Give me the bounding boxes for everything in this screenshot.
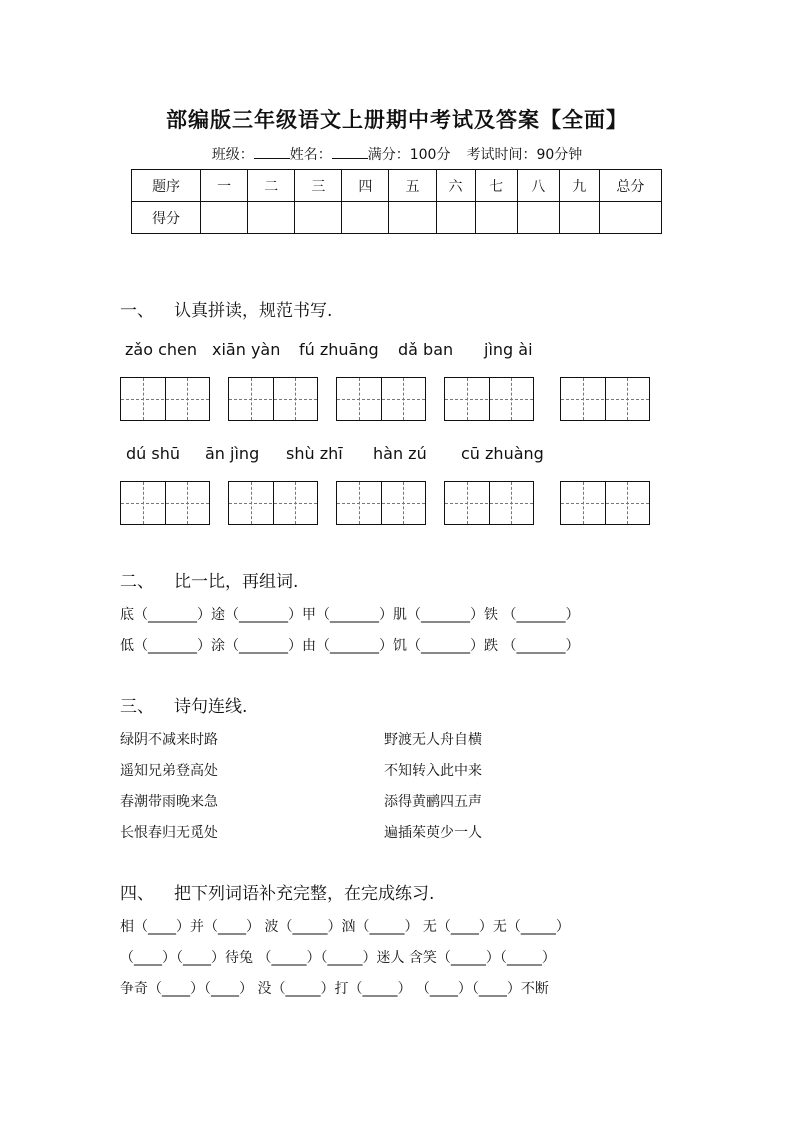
writing-grid[interactable] [120,481,210,525]
poem-line-right[interactable]: 野渡无人舟自横 [384,732,482,748]
section-title: 把下列词语补充完整，在完成练习. [174,884,435,904]
writing-grid[interactable] [560,481,650,525]
score-cell[interactable] [342,202,389,234]
poem-line-left[interactable]: 绿阴不减来时路 [120,732,218,748]
section-number: 二、 [120,572,154,592]
idiom-row: 相（____）并（____） 波（_____）汹（_____） 无（____）无（_____） [120,919,570,935]
header-cell: 二 [248,170,295,202]
writing-grid[interactable] [120,377,210,421]
pinyin-item: fú zhuāng [299,340,379,359]
header-cell: 六 [436,170,475,202]
class-blank [254,146,290,159]
header-cell: 题序 [132,170,201,202]
score-cell[interactable] [436,202,475,234]
exam-info [0,144,794,164]
section-4-heading [120,879,434,904]
score-table [131,169,662,234]
score-cell[interactable] [559,202,599,234]
score-cell[interactable] [248,202,295,234]
pinyin-item: xiān yàn [212,340,281,359]
writing-grid[interactable] [228,377,318,421]
header-cell: 七 [475,170,517,202]
poem-line-left[interactable]: 长恨春归无觅处 [120,825,218,841]
header-cell: 四 [342,170,389,202]
pinyin-item: dú shū [126,444,180,463]
exam-time-label: 考试时间：90分钟 [466,147,583,163]
pinyin-item: ān jìng [205,444,260,463]
writing-grid[interactable] [336,481,426,525]
score-cell[interactable] [599,202,661,234]
section-number: 四、 [120,884,154,904]
header-cell: 总分 [599,170,661,202]
full-score-label: 满分：100分 [367,147,451,163]
poem-line-right[interactable]: 遍插茱萸少一人 [384,825,482,841]
score-cell[interactable] [389,202,436,234]
writing-grid[interactable] [444,377,534,421]
score-table-header-row [132,170,662,202]
poem-line-left[interactable]: 遥知兄弟登高处 [120,763,218,779]
compare-row: 底（_______）途（_______）甲（_______）肌（_______）铁 （_______） [120,607,580,623]
pinyin-item: jìng ài [484,340,533,359]
poem-line-left[interactable]: 春潮带雨晚来急 [120,794,218,810]
name-blank [332,146,368,159]
section-title: 比一比，再组词. [174,572,299,592]
idiom-row: （____）（____）待兔 （_____）（_____）迷人 含笑（_____）（_____） [120,950,556,966]
pinyin-item: dǎ ban [398,340,454,359]
score-cell[interactable] [295,202,342,234]
poem-line-right[interactable]: 添得黄鹂四五声 [384,794,482,810]
score-table-score-row [132,202,662,234]
poem-line-right[interactable]: 不知转入此中来 [384,763,482,779]
pinyin-item: zǎo chen [125,340,197,359]
pinyin-item: cū zhuàng [461,444,544,463]
score-cell[interactable] [517,202,559,234]
class-label: 班级： [211,147,254,163]
pinyin-item: shù zhī [286,444,343,463]
writing-grid[interactable] [336,377,426,421]
header-cell: 五 [389,170,436,202]
name-label: 姓名： [289,147,332,163]
page-title: 部编版三年级语文上册期中考试及答案【全面】 [166,107,628,132]
pinyin-item: hàn zú [373,444,427,463]
section-3-heading [120,692,247,717]
writing-grid[interactable] [228,481,318,525]
header-cell: 一 [201,170,248,202]
section-2-heading [120,567,298,592]
section-1-heading [120,296,332,321]
score-row-label: 得分 [132,202,201,234]
score-cell[interactable] [201,202,248,234]
compare-row: 低（_______）涂（_______）由（_______）饥（_______）跌 （_______） [120,638,580,654]
section-number: 三、 [120,697,154,717]
header-cell: 三 [295,170,342,202]
writing-grid[interactable] [560,377,650,421]
header-cell: 九 [559,170,599,202]
header-cell: 八 [517,170,559,202]
section-title: 认真拼读，规范书写. [174,301,333,321]
section-number: 一、 [120,301,154,321]
writing-grid[interactable] [444,481,534,525]
idiom-row: 争奇（____）（____） 没（_____）打（_____） （____）（____）不断 [120,981,549,997]
section-title: 诗句连线. [174,697,248,717]
score-cell[interactable] [475,202,517,234]
